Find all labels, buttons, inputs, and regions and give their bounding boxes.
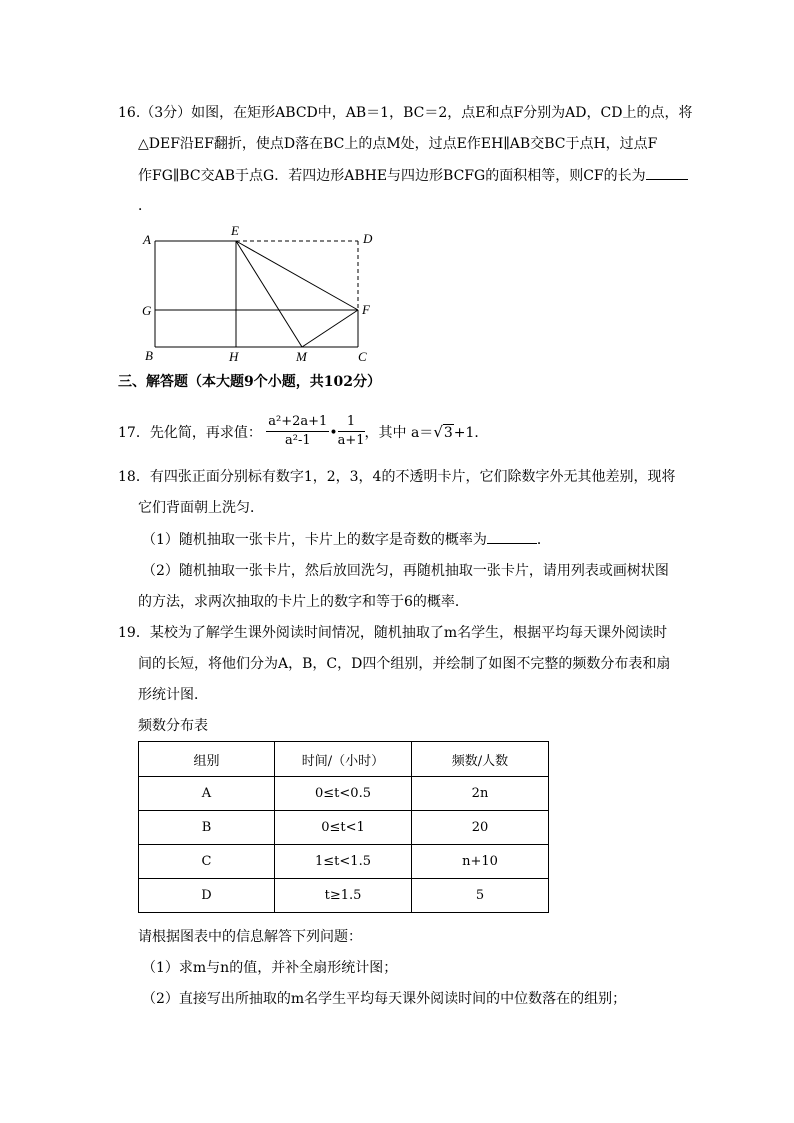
table-cell: 1≤t<1.5 (275, 845, 412, 879)
fraction-1-denominator: a²-1 (284, 432, 311, 448)
fraction-1-numerator: a²+2a+1 (266, 413, 329, 432)
q19-line-3: 形统计图． (138, 687, 208, 703)
table-cell: B (139, 811, 275, 845)
fraction-1 (266, 413, 329, 450)
table-cell: n+10 (412, 845, 549, 879)
q17-suffix-a: ，其中 a＝ (364, 425, 434, 441)
table-row (139, 811, 549, 845)
table-row (139, 845, 549, 879)
q18-part-1 (142, 529, 551, 550)
table-cell: 2n (412, 777, 549, 811)
label-B: B (145, 348, 153, 363)
q19-line-2: 间的长短，将他们分为A，B，C，D四个组别，并绘制了如图不完整的频数分布表和扇 (138, 656, 671, 672)
section-3-title: 三、解答题（本大题9个小题，共102分） (118, 374, 381, 390)
q16-line-2: △DEF沿EF翻折，使点D落在BC上的点M处，过点E作EH∥AB交BC于点H，过点F (138, 136, 658, 152)
label-H: H (229, 349, 239, 364)
fraction-2 (338, 413, 365, 450)
table-cell: 5 (412, 879, 549, 913)
table-header-cell: 频数/人数 (412, 742, 549, 777)
q19-ask: 请根据图表中的信息解答下列问题： (138, 929, 362, 945)
label-F: F (362, 302, 370, 317)
rectangle-fold-figure (135, 222, 385, 367)
table-header-cell: 组别 (139, 742, 275, 777)
fraction-2-denominator: a+1 (337, 432, 365, 448)
table-row (139, 879, 549, 913)
q18-part-2-line-1: （2）随机抽取一张卡片，然后放回洗匀，再随机抽取一张卡片，请用列表或画树状图 (142, 563, 669, 579)
q18-part-1-end: ． (536, 532, 551, 548)
segment-EM (236, 241, 302, 347)
label-A: A (143, 232, 151, 247)
answer-blank-16 (646, 165, 688, 180)
table-header-row (139, 742, 549, 777)
label-G: G (142, 303, 152, 318)
q18-part-2-line-2: 的方法，求两次抽取的卡片上的数字和等于6的概率． (138, 594, 469, 610)
label-D: D (363, 231, 373, 246)
q19-part-2: （2）直接写出所抽取的m名学生平均每天课外阅读时间的中位数落在的组别； (142, 991, 627, 1007)
table-title: 频数分布表 (138, 718, 208, 734)
q19-line-1: 19．某校为了解学生课外阅读时间情况，随机抽取了m名学生，根据平均每天课外阅读时 (118, 625, 668, 641)
sqrt-sign: √ (433, 423, 443, 441)
table-cell: A (139, 777, 275, 811)
segment-EF (236, 241, 358, 310)
fraction-2-numerator: 1 (338, 413, 365, 432)
table-cell: t≥1.5 (275, 879, 412, 913)
segment-MF (302, 310, 358, 347)
table-row (139, 777, 549, 811)
q18-line-2: 它们背面朝上洗匀． (138, 500, 264, 516)
q16-line-3-text: 作FG∥BC交AB于点G．若四边形ABHE与四边形BCFG的面积相等，则CF的长为 (138, 168, 646, 184)
sqrt-radicand: 3 (443, 425, 453, 441)
answer-blank-18 (487, 529, 537, 544)
table-cell: 0≤t<0.5 (275, 777, 412, 811)
q17-prefix: 17．先化简，再求值： (118, 425, 262, 441)
q18-part-1-text: （1）随机抽取一张卡片，卡片上的数字是奇数的概率为 (142, 532, 487, 548)
table-cell: 0≤t<1 (275, 811, 412, 845)
label-M: M (296, 349, 307, 364)
frequency-table (138, 741, 549, 913)
q18-line-1: 18．有四张正面分别标有数字1，2，3，4的不透明卡片，它们除数字外无其他差别，现将 (118, 469, 676, 485)
q19-part-1: （1）求m与n的值，并补全扇形统计图； (142, 960, 398, 976)
q17-suffix-b: +1． (453, 425, 489, 441)
q16-line-4: ． (138, 198, 152, 214)
table-header-cell: 时间/（小时） (275, 742, 412, 777)
q16-line-1: 16.（3分）如图，在矩形ABCD中，AB＝1，BC＝2，点E和点F分别为AD，CD上的点，将 (118, 105, 693, 121)
multiply-dot: • (329, 425, 338, 441)
table-cell: D (139, 879, 275, 913)
label-E: E (231, 223, 239, 238)
q16-line-3 (138, 165, 688, 186)
table-cell: 20 (412, 811, 549, 845)
label-C: C (358, 349, 367, 364)
table-cell: C (139, 845, 275, 879)
q17-line (118, 412, 488, 452)
